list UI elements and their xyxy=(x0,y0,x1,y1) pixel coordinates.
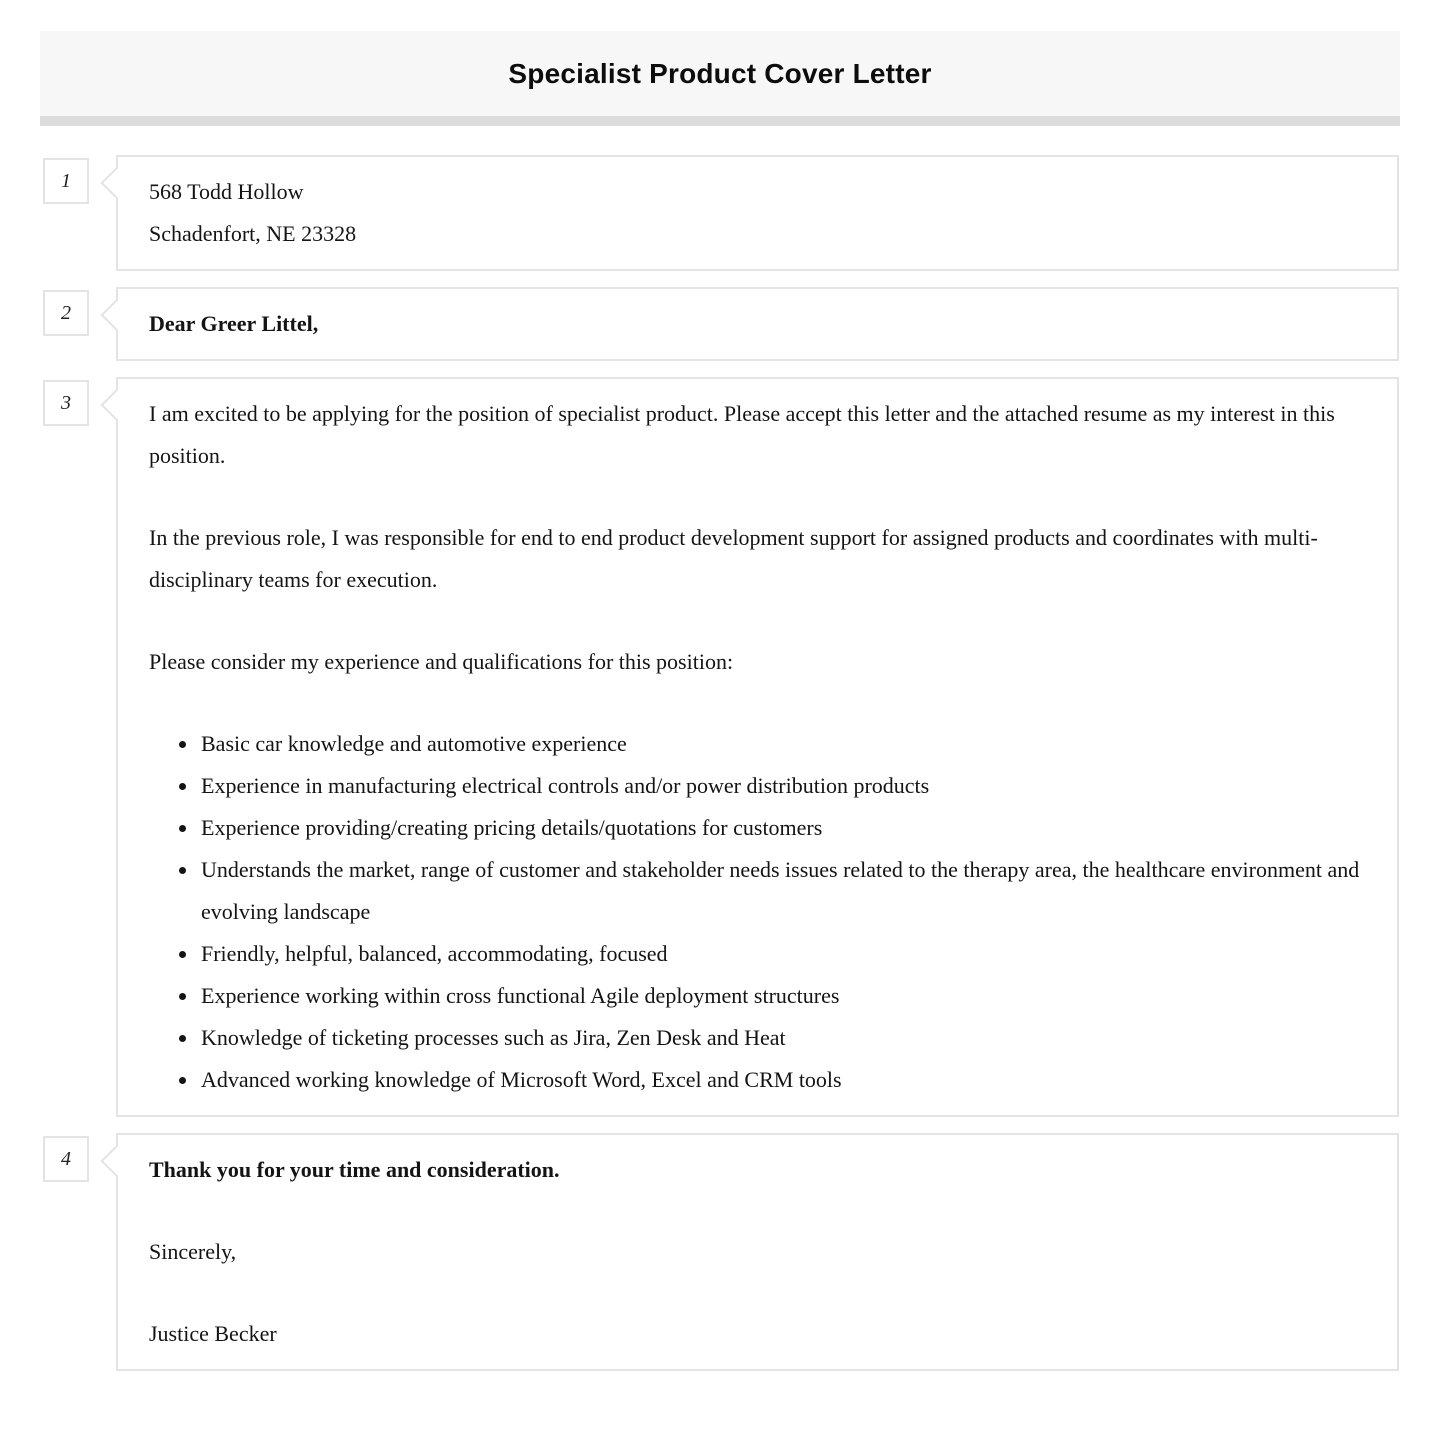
address-line-2: Schadenfort, NE 23328 xyxy=(149,221,357,246)
notch-pointer-icon xyxy=(100,167,131,198)
section-number-label: 3 xyxy=(61,391,71,414)
qualifications-lead-paragraph: Please consider my experience and qualifications for this position: xyxy=(149,649,734,674)
section-main-content xyxy=(61,377,1399,1117)
signature-name: Justice Becker xyxy=(149,1321,277,1346)
qualification-item: • Experience working within cross functional Agile deployment structures xyxy=(199,975,1366,1017)
qualification-item: • Understands the market, range of customer and stakeholder needs issues related to the therapy area, the healthcare environment and evolving landscape xyxy=(199,849,1366,933)
page-title: Specialist Product Cover Letter xyxy=(508,57,932,89)
salutation-box xyxy=(116,287,1399,361)
notch-pointer-icon xyxy=(100,299,131,330)
address-line-1: 568 Todd Hollow xyxy=(149,179,304,204)
page-header xyxy=(40,31,1400,126)
section-number-label: 4 xyxy=(61,1147,71,1170)
closing-thanks: Thank you for your time and consideration. xyxy=(149,1157,560,1182)
qualification-item: • Basic car knowledge and automotive experience xyxy=(199,723,1366,765)
address-box xyxy=(116,155,1399,271)
closing-box xyxy=(116,1133,1399,1371)
qualification-item: • Friendly, helpful, balanced, accommodating, focused xyxy=(199,933,1366,975)
qualification-item: • Advanced working knowledge of Microsoft Word, Excel and CRM tools xyxy=(199,1059,1366,1101)
signoff: Sincerely, xyxy=(149,1239,237,1264)
notch-pointer-icon xyxy=(100,389,131,420)
section-number-badge-3 xyxy=(43,380,89,426)
previous-role-paragraph: In the previous role, I was responsible for end to end product development support for assigned products and coordinates with multi-disciplinary teams for execution. xyxy=(149,525,1318,592)
salutation-text: Dear Greer Littel, xyxy=(149,311,319,336)
section-number-label: 1 xyxy=(61,169,71,192)
section-closing xyxy=(61,1133,1399,1371)
section-salutation xyxy=(61,287,1399,361)
qualification-item: • Knowledge of ticketing processes such as Jira, Zen Desk and Heat xyxy=(199,1017,1366,1059)
intro-paragraph: I am excited to be applying for the position of specialist product. Please accept this letter and the attached resume as my interest in this position. xyxy=(149,401,1335,468)
section-number-badge-4 xyxy=(43,1136,89,1182)
notch-pointer-icon xyxy=(100,1145,131,1176)
qualification-item: • Experience in manufacturing electrical controls and/or power distribution products xyxy=(199,765,1366,807)
section-address xyxy=(61,155,1399,271)
qualifications-list xyxy=(149,723,1366,1101)
letter-body xyxy=(0,126,1440,1371)
section-number-badge-1 xyxy=(43,158,89,204)
main-content-box xyxy=(116,377,1399,1117)
qualification-item: • Experience providing/creating pricing details/quotations for customers xyxy=(199,807,1366,849)
section-number-badge-2 xyxy=(43,290,89,336)
section-number-label: 2 xyxy=(61,301,71,324)
